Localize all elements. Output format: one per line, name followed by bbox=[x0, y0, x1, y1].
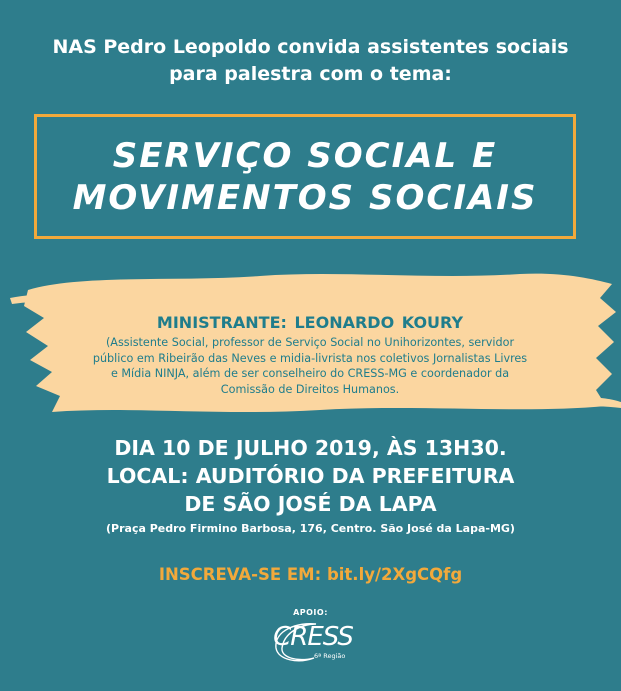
speaker-bio-line: Comissão de Direitos Humanos. bbox=[220, 382, 400, 396]
cress-logo-text: CRESS bbox=[273, 622, 353, 652]
speaker-bio bbox=[60, 335, 560, 397]
speaker-bio-line: e Mídia NINJA, além de ser conselheiro do CRESS-MG e coordenador da bbox=[110, 367, 510, 380]
cress-logo-region: 6ª Região bbox=[314, 652, 346, 660]
event-details bbox=[0, 434, 621, 518]
signup-link[interactable]: INSCREVA-SE EM: bit.ly/2XgCQfg bbox=[158, 565, 463, 584]
cress-logo bbox=[268, 618, 358, 666]
event-address: (Praça Pedro Firmino Barbosa, 176, Centro. São José da Lapa-MG) bbox=[106, 522, 515, 535]
intro-line-1: NAS Pedro Leopoldo convida assistentes sociais bbox=[52, 36, 569, 58]
title-frame bbox=[34, 114, 576, 239]
speaker-bio-line: público em Ribeirão das Neves e midia-livrista nos coletivos Jornalistas Livres bbox=[92, 351, 528, 365]
event-location-line-1: LOCAL: AUDITÓRIO DA PREFEITURA bbox=[106, 464, 515, 488]
event-location-line-2: DE SÃO JOSÉ DA LAPA bbox=[184, 492, 437, 516]
title-line-1: SERVIÇO SOCIAL E bbox=[112, 135, 498, 176]
intro-line-2: para palestra com o tema: bbox=[169, 63, 452, 85]
speaker-name: MINISTRANTE: LEONARDO KOURY bbox=[156, 313, 464, 332]
title-line-2: MOVIMENTOS SOCIAIS bbox=[72, 177, 538, 218]
intro-heading bbox=[0, 34, 621, 88]
support-label: APOIO: bbox=[293, 608, 328, 617]
speaker-bio-line: (Assistente Social, professor de Serviço Social no Unihorizontes, servidor bbox=[105, 336, 515, 349]
event-date: DIA 10 DE JULHO 2019, ÀS 13H30. bbox=[114, 436, 507, 460]
speaker-section bbox=[60, 313, 560, 397]
